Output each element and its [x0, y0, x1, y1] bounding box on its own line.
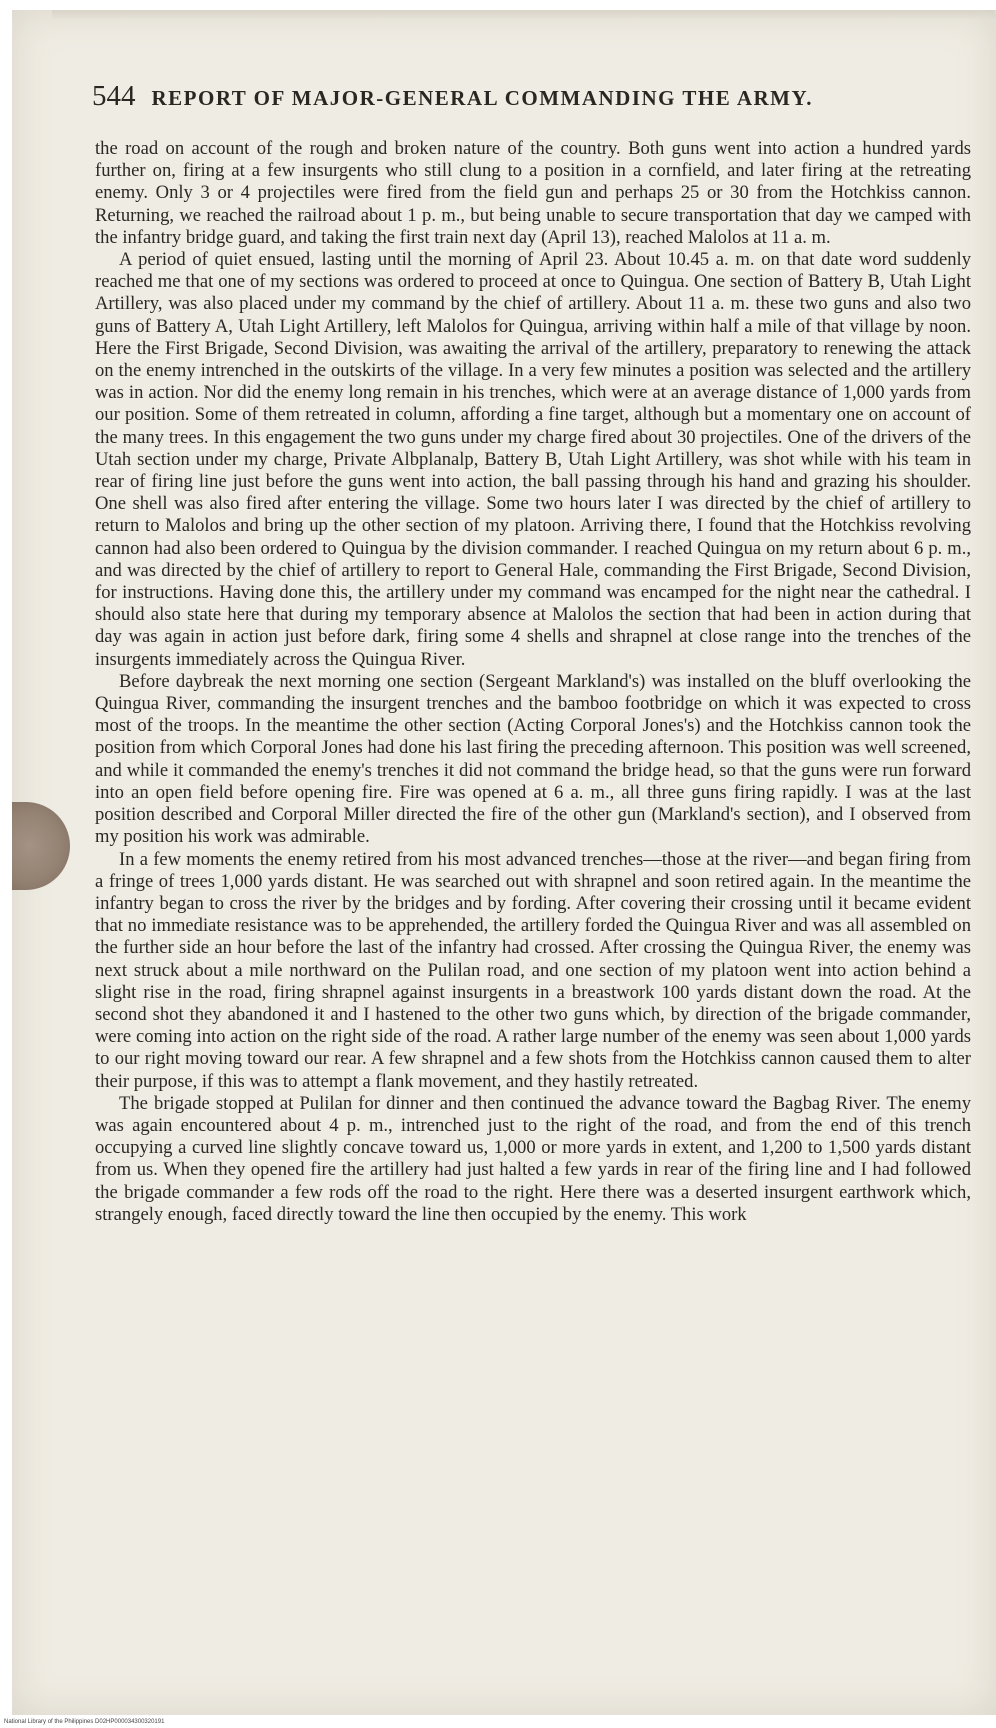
page-top-edge	[52, 10, 996, 20]
paragraph: The brigade stopped at Pulilan for dinner and then continued the advance toward the Bagbag River. The enemy was again encountered about 4 p. m., intrenched just to the right of the road, and from the end of this trench occupying a curved line slightly concave toward us, 1,000 or more yards in extent, and 1,200 to 1,500 yards distant from us. When they opened fire the artillery had just halted a few yards in rear of the firing line and I had followed the brigade commander a few rods off the road to the right. Here there was a deserted insurgent earthwork which, strangely enough, faced directly toward the line then occupied by the enemy. This work	[95, 1092, 971, 1225]
scanner-thumb	[12, 802, 70, 890]
document-page	[12, 10, 996, 1715]
scan-footer: National Library of the Philippines D02HP000034300320191	[4, 1719, 165, 1725]
paragraph: Before daybreak the next morning one section (Sergeant Markland's) was installed on the bluff overlooking the Quingua River, commanding the insurgent trenches and the bamboo footbridge on which it was expected to cross most of the troops. In the meantime the other section (Acting Corporal Jones's) and the Hotchkiss cannon took the position from which Corporal Jones had done his last firing the preceding afternoon. This position was well screened, and while it commanded the enemy's trenches it did not command the bridge head, so that the guns were run forward into an open field before opening fire. Fire was opened at 6 a. m., all three guns firing rapidly. I was at the last position described and Corporal Miller directed the fire of the other gun (Markland's section), and I observed from my position his work was admirable.	[95, 670, 971, 848]
paragraph: the road on account of the rough and broken nature of the country. Both guns went into action a hundred yards further on, firing at a few insurgents who still clung to a position in a cornfield, and later firing at the retreating enemy. Only 3 or 4 projectiles were fired from the field gun and perhaps 25 or 30 from the Hotchkiss cannon. Returning, we reached the railroad about 1 p. m., but being unable to secure transportation that day we camped with the infantry bridge guard, and taking the first train next day (April 13), reached Malolos at 11 a. m.	[95, 138, 971, 248]
paragraph: A period of quiet ensued, lasting until the morning of April 23. About 10.45 a. m. on that date word suddenly reached me that one of my sections was ordered to proceed at once to Quingua. One section of Battery B, Utah Light Artillery, was also placed under my command by the chief of artillery. About 11 a. m. these two guns and also two guns of Battery A, Utah Light Artillery, left Malolos for Quingua, arriving within half a mile of that village by noon. Here the First Brigade, Second Division, was awaiting the arrival of the artillery, preparatory to renewing the attack on the enemy intrenched in the outskirts of the village. In a very few minutes a position was selected and the artillery was in action. Nor did the enemy long remain in his trenches, which were at an average distance of 1,000 yards from our position. Some of them retreated in column, affording a fine target, although but a momentary one on account of the many trees. In this engagement the two guns under my charge fired about 30 projectiles. One of the drivers of the Utah section under my charge, Private Albplanalp, Battery B, Utah Light Artillery, was shot while with his team in rear of firing line just before the guns went into action, the ball passing through his hand and grazing his shoulder. One shell was also fired after entering the village. Some two hours later I was directed by the chief of artillery to return to Malolos and bring up the other section of my platoon. Arriving there, I found that the Hotchkiss revolving cannon had also been ordered to Quingua by the division commander. I reached Quingua on my return about 6 p. m., and was directed by the chief of artillery to report to General Hale, commanding the First Brigade, Second Division, for instructions. Having done this, the artillery under my command was encamped for the night near the cathedral. I should also state here that during my temporary absence at Malolos the section that had been in action during that day was again in action just before dark, firing some 4 shells and shrapnel at close range into the trenches of the insurgents immediately across the Quingua River.	[95, 249, 971, 670]
page-header	[92, 80, 972, 113]
running-head: REPORT OF MAJOR-GENERAL COMMANDING THE ARMY.	[151, 86, 813, 110]
body-text	[95, 138, 971, 1226]
page-number: 544	[92, 80, 136, 112]
paragraph: In a few moments the enemy retired from his most advanced trenches—those at the river—and began firing from a fringe of trees 1,000 yards distant. He was searched out with shrapnel and soon retired again. In the meantime the infantry began to cross the river by the bridges and by fording. After covering their crossing until it became evident that no immediate resistance was to be apprehended, the artillery forded the Quingua River and was all assembled on the further side an hour before the last of the infantry had crossed. After crossing the Quingua River, the enemy was next struck about a mile northward on the Pulilan road, and one section of my platoon went into action behind a slight rise in the road, firing shrapnel against insurgents in a breastwork 100 yards distant down the road. At the second shot they abandoned it and I hastened to the other two guns which, by direction of the brigade commander, were coming into action on the right side of the road. A rather large number of the enemy was seen about 1,000 yards to our right moving toward our rear. A few shrapnel and a few shots from the Hotchkiss cannon caused them to alter their purpose, if this was to attempt a flank movement, and they hastily retreated.	[95, 848, 971, 1092]
